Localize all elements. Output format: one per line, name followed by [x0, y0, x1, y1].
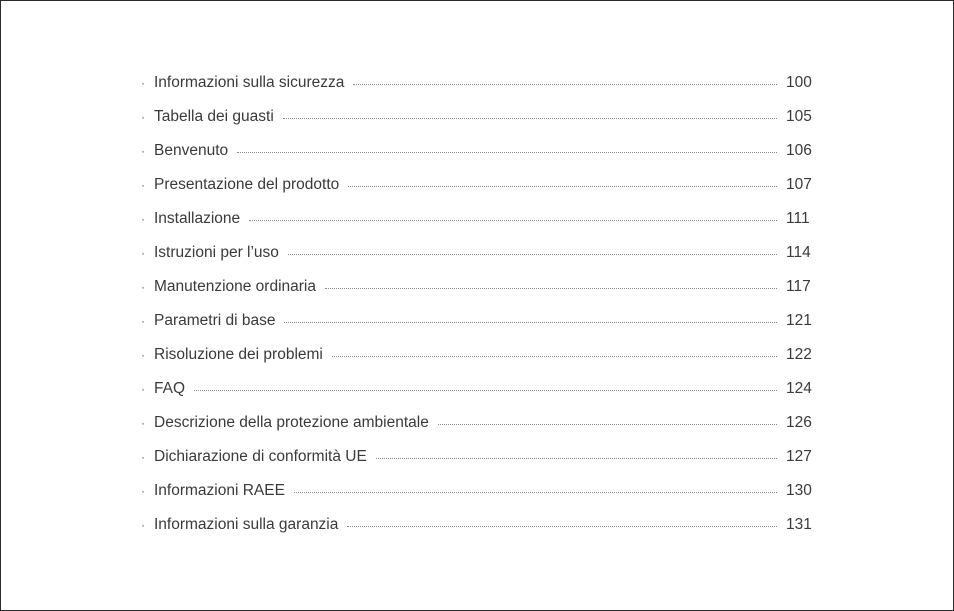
toc-entry-title: Risoluzione dei problemi — [154, 346, 323, 363]
toc-entry-page-number: 121 — [786, 312, 812, 329]
bullet-icon: · — [141, 518, 145, 532]
dotted-leader — [438, 424, 777, 425]
toc-entry[interactable] — [141, 372, 813, 406]
dotted-leader — [249, 220, 777, 221]
toc-entry-title: Installazione — [154, 210, 241, 227]
toc-entry[interactable] — [141, 168, 813, 202]
toc-entry-page-number: 126 — [786, 414, 812, 431]
dotted-leader — [283, 118, 777, 119]
dotted-leader — [347, 526, 777, 527]
bullet-icon: · — [141, 246, 145, 260]
toc-entry-page-number: 130 — [786, 482, 812, 499]
dotted-leader — [294, 492, 777, 493]
bullet-icon: · — [141, 178, 145, 192]
toc-entry-title: Tabella dei guasti — [154, 108, 274, 125]
toc-entry-page-number: 100 — [786, 74, 812, 91]
toc-entry[interactable] — [141, 66, 813, 100]
toc-entry-page-number: 131 — [786, 516, 812, 533]
toc-entry-page-number: 117 — [786, 278, 811, 295]
dotted-leader — [284, 322, 777, 323]
toc-entry[interactable] — [141, 100, 813, 134]
bullet-icon: · — [141, 212, 145, 226]
toc-entry-title: Descrizione della protezione ambientale — [154, 414, 429, 431]
toc-entry[interactable] — [141, 202, 813, 236]
toc-entry[interactable] — [141, 236, 813, 270]
dotted-leader — [348, 186, 777, 187]
toc-entry-page-number: 107 — [786, 176, 812, 193]
table-of-contents — [141, 66, 813, 542]
toc-entry-title: FAQ — [154, 380, 186, 397]
toc-entry-title: Informazioni sulla garanzia — [154, 516, 339, 533]
bullet-icon: · — [141, 76, 145, 90]
toc-entry-page-number: 124 — [786, 380, 812, 397]
toc-entry[interactable] — [141, 134, 813, 168]
toc-entry-page-number: 127 — [786, 448, 812, 465]
toc-entry[interactable] — [141, 440, 813, 474]
toc-entry-page-number: 105 — [786, 108, 812, 125]
toc-entry[interactable] — [141, 474, 813, 508]
dotted-leader — [237, 152, 777, 153]
bullet-icon: · — [141, 348, 145, 362]
dotted-leader — [376, 458, 777, 459]
dotted-leader — [353, 84, 777, 85]
toc-entry-page-number: 106 — [786, 142, 812, 159]
toc-entry-title: Manutenzione ordinaria — [154, 278, 316, 295]
dotted-leader — [288, 254, 777, 255]
toc-entry-page-number: 111 — [786, 210, 810, 227]
bullet-icon: · — [141, 450, 145, 464]
toc-entry[interactable] — [141, 508, 813, 542]
toc-entry-title: Dichiarazione di conformità UE — [154, 448, 367, 465]
bullet-icon: · — [141, 484, 145, 498]
bullet-icon: · — [141, 382, 145, 396]
bullet-icon: · — [141, 110, 145, 124]
toc-entry[interactable] — [141, 270, 813, 304]
toc-entry-title: Informazioni RAEE — [154, 482, 285, 499]
toc-entry-title: Informazioni sulla sicurezza — [154, 74, 345, 91]
bullet-icon: · — [141, 416, 145, 430]
toc-entry[interactable] — [141, 304, 813, 338]
toc-entry-title: Istruzioni per l’uso — [154, 244, 279, 261]
toc-entry[interactable] — [141, 338, 813, 372]
toc-entry[interactable] — [141, 406, 813, 440]
dotted-leader — [325, 288, 777, 289]
toc-entry-title: Parametri di base — [154, 312, 276, 329]
bullet-icon: · — [141, 314, 145, 328]
toc-entry-title: Benvenuto — [154, 142, 229, 159]
dotted-leader — [194, 390, 777, 391]
toc-entry-page-number: 114 — [786, 244, 811, 261]
bullet-icon: · — [141, 144, 145, 158]
toc-entry-page-number: 122 — [786, 346, 812, 363]
dotted-leader — [332, 356, 777, 357]
bullet-icon: · — [141, 280, 145, 294]
toc-entry-title: Presentazione del prodotto — [154, 176, 340, 193]
